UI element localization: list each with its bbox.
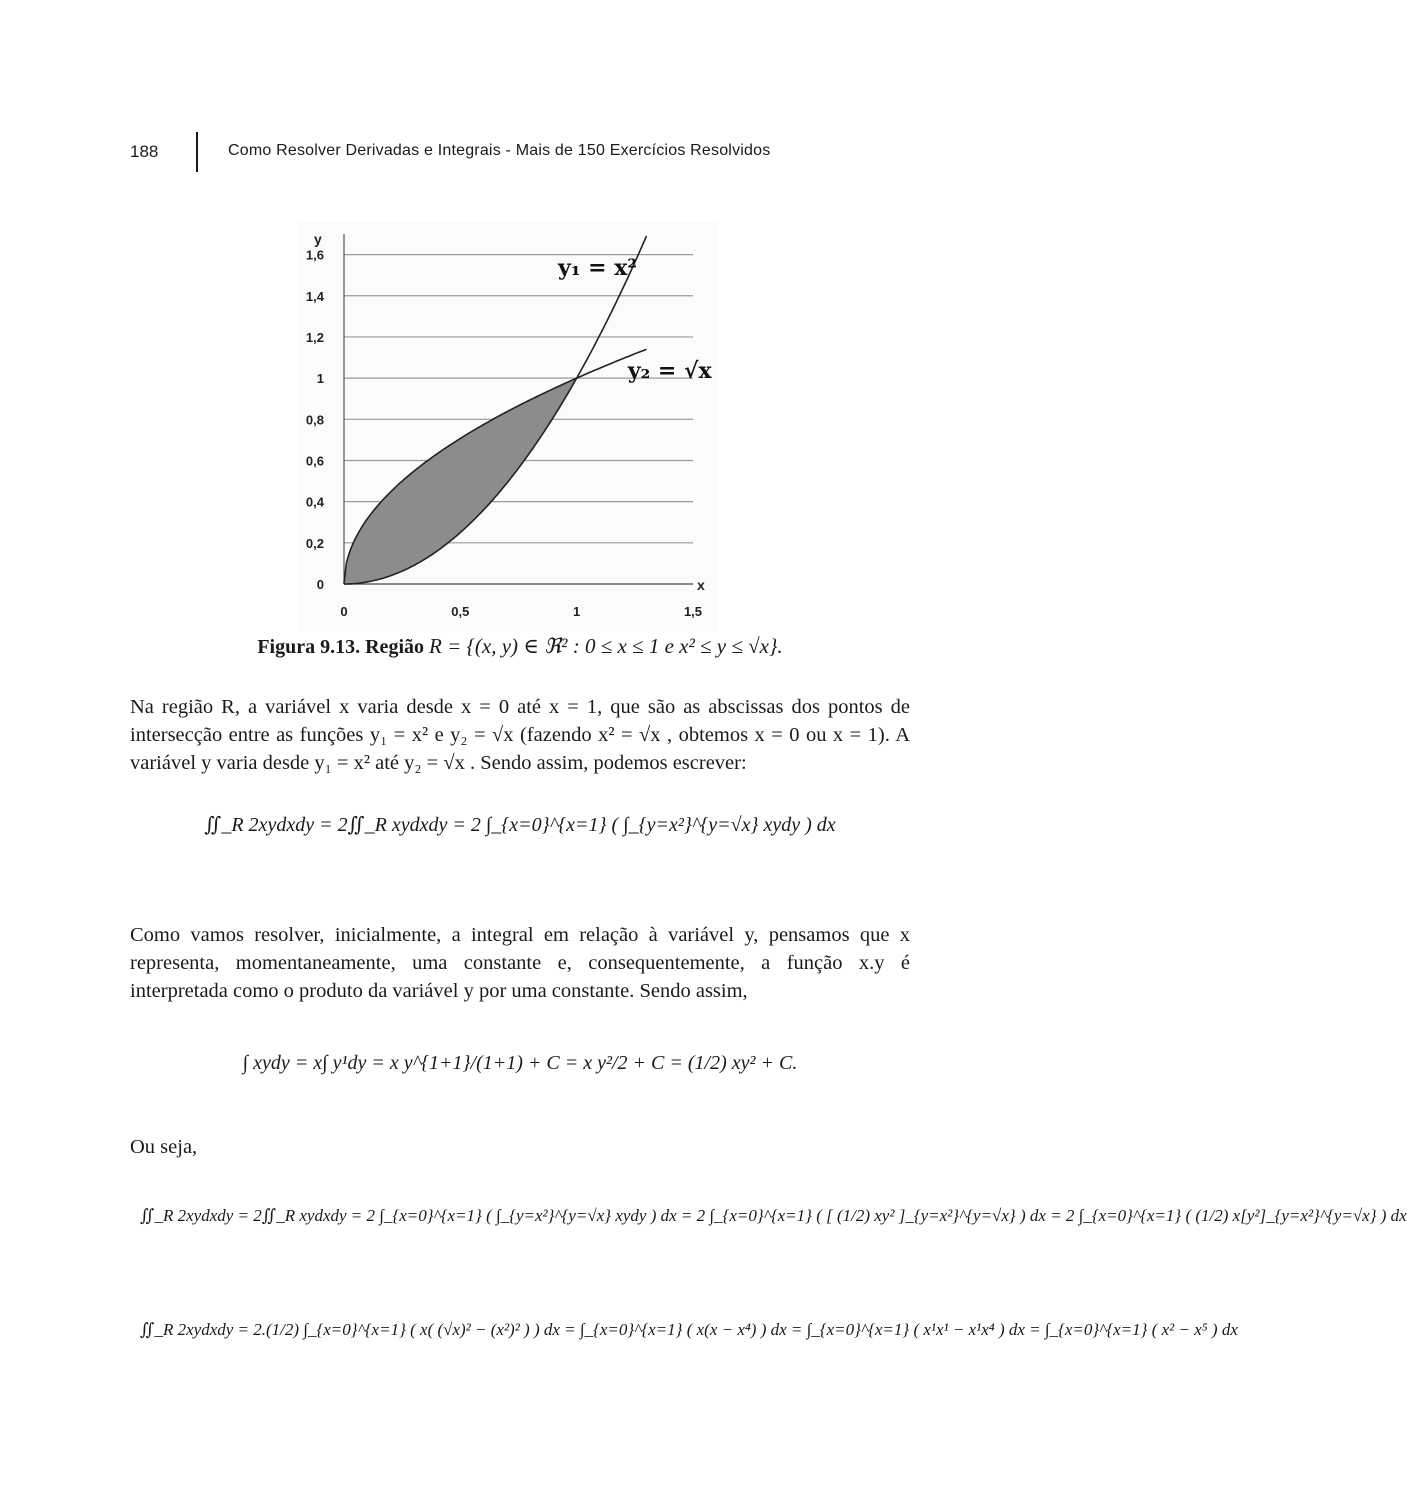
- x-tick-label: 0,5: [451, 604, 470, 619]
- chart-svg: [298, 222, 718, 632]
- y-tick-label: 0,2: [305, 535, 324, 551]
- equation-1: ∬_R 2xydxdy = 2∬_R xydxdy = 2 ∫_{x=0}^{x=1} ( ∫_{y=x²}^{y=√x} xydy ) dx: [204, 814, 836, 836]
- x-tick-label: 0: [340, 604, 348, 619]
- y-tick-label: 1,4: [305, 288, 324, 304]
- equation-2: ∫ xydy = x∫ y¹dy = x y^{1+1}/(1+1) + C = x y²/2 + C = (1/2) xy² + C.: [242, 1052, 798, 1074]
- y-tick-label: 1,6: [305, 247, 324, 263]
- y-tick-label: 1: [316, 371, 324, 387]
- caption-label: Figura 9.13. Região: [257, 636, 424, 658]
- x-tick-label: 1,5: [683, 604, 703, 619]
- y-tick-label: 1,2: [305, 329, 324, 345]
- caption-math: R = {(x, y) ∈ ℜ² : 0 ≤ x ≤ 1 e x² ≤ y ≤ √x}.: [429, 634, 783, 658]
- region-chart: [298, 222, 718, 632]
- header-divider: [196, 132, 198, 172]
- y-tick-label: 0,6: [305, 453, 324, 469]
- figure-caption: [0, 634, 1040, 659]
- running-title: Como Resolver Derivadas e Integrais - Mais de 150 Exercícios Resolvidos: [228, 142, 771, 159]
- y-tick-label: 0,4: [305, 494, 324, 510]
- paragraph-2: Como vamos resolver, inicialmente, a integral em relação à variável y, pensamos que x representa, momentaneamente, uma constante e, consequentemente, a função x.y é interpretada como o produto da variável y por uma constante. Sendo assim,: [130, 924, 910, 1002]
- x-tick-label: 1: [573, 604, 581, 619]
- y-tick-label: 0: [316, 577, 324, 592]
- equation-3: ∬_R 2xydxdy = 2∬_R xydxdy = 2 ∫_{x=0}^{x=1} ( ∫_{y=x²}^{y=√x} xydy ) dx = 2 ∫_{x=0}^{x=1} ( [ (1/2) xy² ]_{y=x²}^{y=√x} ) dx = 2 ∫_{x=0}^{x=1} ( (1/2) x[y²]_{y=x²}^{y=√x} ) dx: [140, 1206, 1407, 1225]
- shaded-region: [344, 378, 577, 584]
- y-tick-label: 0,8: [305, 412, 324, 428]
- x-axis-label: x: [697, 577, 705, 593]
- paragraph-3: Ou seja,: [130, 1136, 198, 1158]
- running-header: [130, 132, 930, 172]
- equation-4: ∬_R 2xydxdy = 2.(1/2) ∫_{x=0}^{x=1} ( x( (√x)² − (x²)² ) ) dx = ∫_{x=0}^{x=1} ( x(x − x⁴) ) dx = ∫_{x=0}^{x=1} ( x¹x¹ − x¹x⁴ ) dx = ∫_{x=0}^{x=1} ( x² − x⁵ ) dx: [140, 1320, 1238, 1339]
- y-axis-label: y: [314, 231, 322, 247]
- page-number: 188: [130, 142, 159, 161]
- annotation-y2: y₂ = √x: [627, 358, 712, 385]
- paragraph-1: Na região R, a variável x varia desde x = 0 até x = 1, que são as abscissas dos pontos de intersecção entre as funções y₁ = x² e y₂ = √x (fazendo x² = √x , obtemos x = 0 ou x = 1). A variável y varia desde y₁ = x² até y₂ = √x . Sendo assim, podemos escrever:: [130, 696, 910, 774]
- annotation-y1: y₁ = x²: [558, 255, 637, 282]
